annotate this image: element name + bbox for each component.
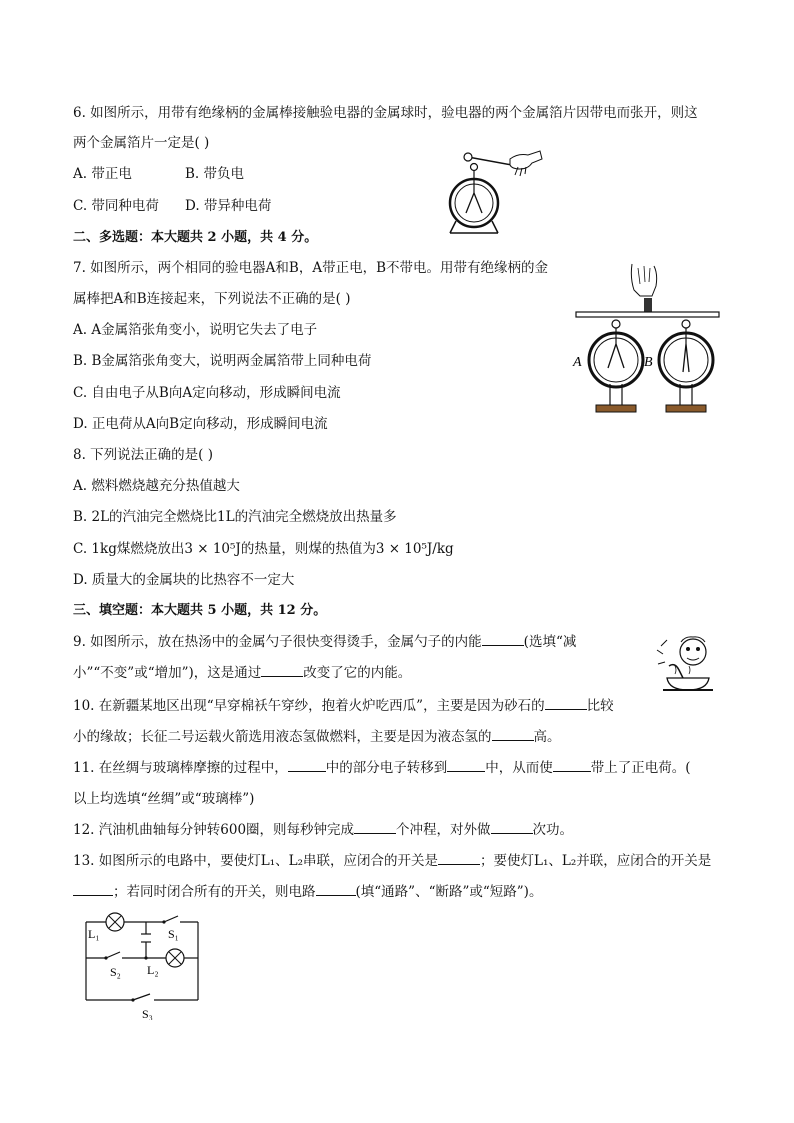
q7-option-c: C. 自由电子从B向A定向移动，形成瞬间电流: [73, 385, 341, 401]
label-a: A: [573, 355, 582, 370]
lamp-l1: [106, 913, 124, 931]
q8-option-d: D. 质量大的金属块的比热容不一定大: [73, 572, 295, 588]
label-s3: S₃: [142, 1007, 153, 1020]
label-s1: S₁: [168, 927, 179, 941]
q9-line2-text-a: 小”“不变”或“增加”)，这是通过: [73, 665, 262, 681]
q9-blank-1[interactable]: [482, 633, 524, 646]
q7-option-b: B. B金属箔张角变大，说明两金属箔带上同种电荷: [73, 353, 372, 369]
q8-option-c: C. 1kg煤燃烧放出3 × 10⁵J的热量，则煤的热值为3 × 10⁵J/kg: [73, 541, 454, 557]
q9-blank-2[interactable]: [261, 664, 303, 677]
q9-line1-text-b: (选填“减: [523, 634, 577, 650]
q13-blank-2[interactable]: [73, 883, 113, 896]
q13-line1-text-b: ；要使灯L₁、L₂并联，应闭合的开关是: [480, 853, 712, 869]
q7-stem-line2: 属棒把A和B连接起来，下列说法不正确的是( ): [73, 291, 351, 307]
q10-blank-2[interactable]: [492, 728, 534, 741]
q11-blank-1[interactable]: [288, 759, 326, 772]
q11-line1: [73, 759, 691, 777]
q7-option-d: D. 正电荷从A向B定向移动，形成瞬间电流: [73, 416, 328, 432]
q10-blank-1[interactable]: [545, 697, 587, 710]
q11-line1-text-a: 11. 在丝绸与玻璃棒摩擦的过程中，: [73, 760, 288, 776]
q10-line2: [73, 728, 561, 746]
q13-line2: [73, 883, 542, 901]
q13-line1: [73, 852, 711, 870]
q10-line1-text-a: 10. 在新疆某地区出现“早穿棉袄午穿纱，抱着火炉吃西瓜”，主要是因为砂石的: [73, 698, 545, 714]
q11-line1-text-c: 中，从而使: [485, 760, 553, 776]
label-l2: L₂: [147, 963, 159, 977]
q10-line2-text-b: 高。: [533, 729, 561, 745]
q11-blank-3[interactable]: [553, 759, 591, 772]
q12-text-b: 个冲程，对外做: [396, 822, 491, 838]
lamp-l2: [166, 949, 184, 967]
q9-line2-text-b: 改变了它的内能。: [303, 665, 412, 681]
section-2-heading: 二、多选题：本大题共 2 小题，共 4 分。: [73, 230, 318, 245]
q11-line2: 以上均选填“丝绸”或“玻璃棒”): [73, 791, 255, 807]
q6-option-a: A. 带正电: [73, 166, 132, 182]
q6-stem-line2: 两个金属箔片一定是( ): [73, 135, 210, 151]
section-3-heading: 三、填空题：本大题共 5 小题，共 12 分。: [73, 603, 327, 618]
electroscope-rod-figure: [440, 145, 545, 237]
q12-text-c: 次功。: [532, 822, 574, 838]
q12-blank-1[interactable]: [354, 821, 396, 834]
q10-line1-text-b: 比较: [586, 698, 614, 714]
label-s2: S₂: [110, 965, 121, 979]
q13-line2-text-b: (填“通路”、“断路”或“短路”)。: [355, 884, 543, 900]
q11-line1-text-d: 带上了正电荷。(: [590, 760, 691, 776]
q6-option-b: B. 带负电: [185, 166, 245, 182]
circuit-diagram: [78, 908, 208, 1020]
q9-line1-text-a: 9. 如图所示，放在热汤中的金属勺子很快变得烫手，金属勺子的内能: [73, 634, 482, 650]
q13-blank-1[interactable]: [438, 852, 480, 865]
q10-line1: [73, 697, 614, 715]
q7-stem-line1: 7. 如图所示，两个相同的验电器A和B，A带正电，B不带电。用带有绝缘柄的金: [73, 260, 549, 276]
q10-line2-text-a: 小的缘故；长征二号运载火箭选用液态氢做燃料，主要是因为液态氢的: [73, 729, 492, 745]
q8-option-b: B. 2L的汽油完全燃烧比1L的汽油完全燃烧放出热量多: [73, 509, 397, 525]
q12-blank-2[interactable]: [491, 821, 533, 834]
q6-option-d: D. 带异种电荷: [185, 198, 272, 214]
q12-line: [73, 821, 573, 839]
q13-blank-3[interactable]: [316, 883, 356, 896]
hot-soup-figure: [655, 632, 717, 694]
q13-line2-text-a: ；若同时闭合所有的开关，则电路: [113, 884, 316, 900]
q7-option-a: A. A金属箔张角变小，说明它失去了电子: [73, 322, 318, 338]
two-electroscopes-figure: [570, 260, 725, 420]
q11-line1-text-b: 中的部分电子转移到: [325, 760, 448, 776]
q11-blank-2[interactable]: [447, 759, 485, 772]
q8-stem: 8. 下列说法正确的是( ): [73, 447, 213, 463]
q9-line2: [73, 664, 411, 682]
q8-option-a: A. 燃料燃烧越充分热值越大: [73, 478, 240, 494]
q6-stem-line1: 6. 如图所示，用带有绝缘柄的金属棒接触验电器的金属球时，验电器的两个金属箔片因带电而张开，则这: [73, 105, 698, 121]
q12-text-a: 12. 汽油机曲轴每分钟转600圈，则每秒钟完成: [73, 822, 355, 838]
q6-option-c: C. 带同种电荷: [73, 198, 159, 214]
label-l1: L₁: [88, 927, 100, 941]
q13-line1-text-a: 13. 如图所示的电路中，要使灯L₁、L₂串联，应闭合的开关是: [73, 853, 439, 869]
label-b: B: [644, 355, 653, 370]
q9-line1: [73, 633, 576, 651]
